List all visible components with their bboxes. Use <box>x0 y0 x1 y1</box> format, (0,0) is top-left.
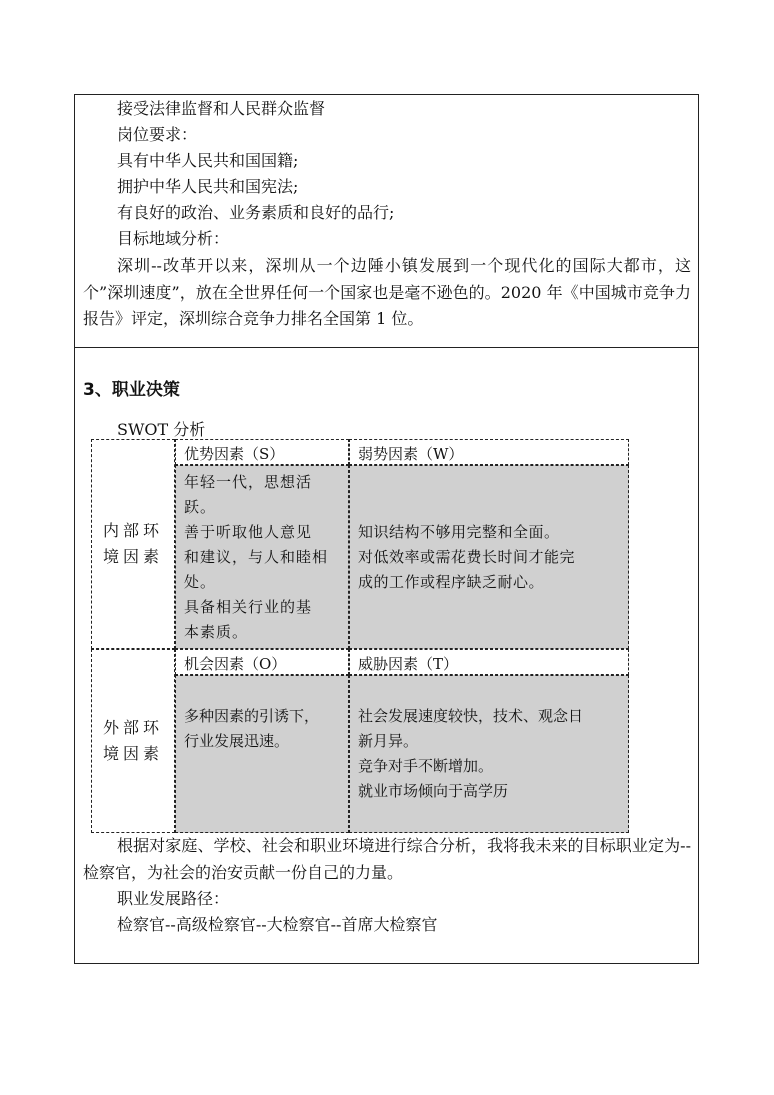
strength-line: 具备相关行业的基 <box>184 598 313 616</box>
strengths-cell <box>175 465 349 649</box>
weakness-line: 对低效率或需花费长时间才能完 <box>358 548 576 566</box>
region-analysis-paragraph: 深圳--改革开以来，深圳从一个边陲小镇发展到一个现代化的国际大都市，这个”深圳速度”，放在全世界任何一个国家也是毫不逊色的。2020 年《中国城市竞争力报告》评定，深圳综合竞争力排名全国第 1 位。 <box>83 256 691 328</box>
weakness-line: 成的工作或程序缺乏耐心。 <box>358 573 545 591</box>
strength-line: 跃。 <box>184 498 217 516</box>
strength-line: 善于听取他人意见 <box>184 523 313 541</box>
opportunity-line: 多种因素的引诱下， <box>184 707 320 725</box>
form-table <box>74 94 699 964</box>
weaknesses-header: 弱势因素（W） <box>349 439 629 465</box>
career-path: 检察官--高级检察官--大检察官--首席大检察官 <box>117 915 438 934</box>
weakness-line: 知识结构不够用完整和全面。 <box>358 523 560 541</box>
threat-line: 竞争对手不断增加。 <box>358 757 494 775</box>
row-divider <box>75 347 698 348</box>
text-line: 具有中华人民共和国国籍; <box>117 151 299 170</box>
threat-line: 社会发展速度较快，技术、观念日 <box>358 707 584 725</box>
conclusion-paragraph: 根据对家庭、学校、社会和职业环境进行综合分析，我将我未来的目标职业定为--检察官，为社会的治安贡献一份自己的力量。 <box>83 836 691 882</box>
section-title: 3、职业决策 <box>83 380 180 400</box>
weaknesses-cell <box>349 465 629 649</box>
swot-table <box>91 439 629 833</box>
opportunity-line: 行业发展迅速。 <box>184 732 290 750</box>
external-label: 外部环境因素 <box>91 649 175 833</box>
threats-cell <box>349 675 629 833</box>
text-line: 接受法律监督和人民群众监督 <box>117 99 326 118</box>
strength-line: 处。 <box>184 573 217 591</box>
strength-line: 本素质。 <box>184 623 249 641</box>
opportunities-header: 机会因素（O） <box>175 649 349 675</box>
threat-line: 新月异。 <box>358 732 419 750</box>
strength-line: 年轻一代，思想活 <box>184 473 313 491</box>
text-line: 拥护中华人民共和国宪法; <box>117 177 299 196</box>
threat-line: 就业市场倾向于高学历 <box>358 782 509 800</box>
opportunities-cell <box>175 675 349 833</box>
threats-header: 威胁因素（T） <box>349 649 629 675</box>
internal-label: 内部环境因素 <box>91 439 175 649</box>
text-line: 目标地域分析： <box>117 229 230 248</box>
text-line: 岗位要求： <box>117 125 198 144</box>
text-line: 有良好的政治、业务素质和良好的品行; <box>117 203 395 222</box>
swot-caption: SWOT 分析 <box>117 420 206 439</box>
strength-line: 和建议，与人和睦相 <box>184 548 329 566</box>
strengths-header: 优势因素（S） <box>175 439 349 465</box>
path-label: 职业发展路径： <box>117 889 230 908</box>
